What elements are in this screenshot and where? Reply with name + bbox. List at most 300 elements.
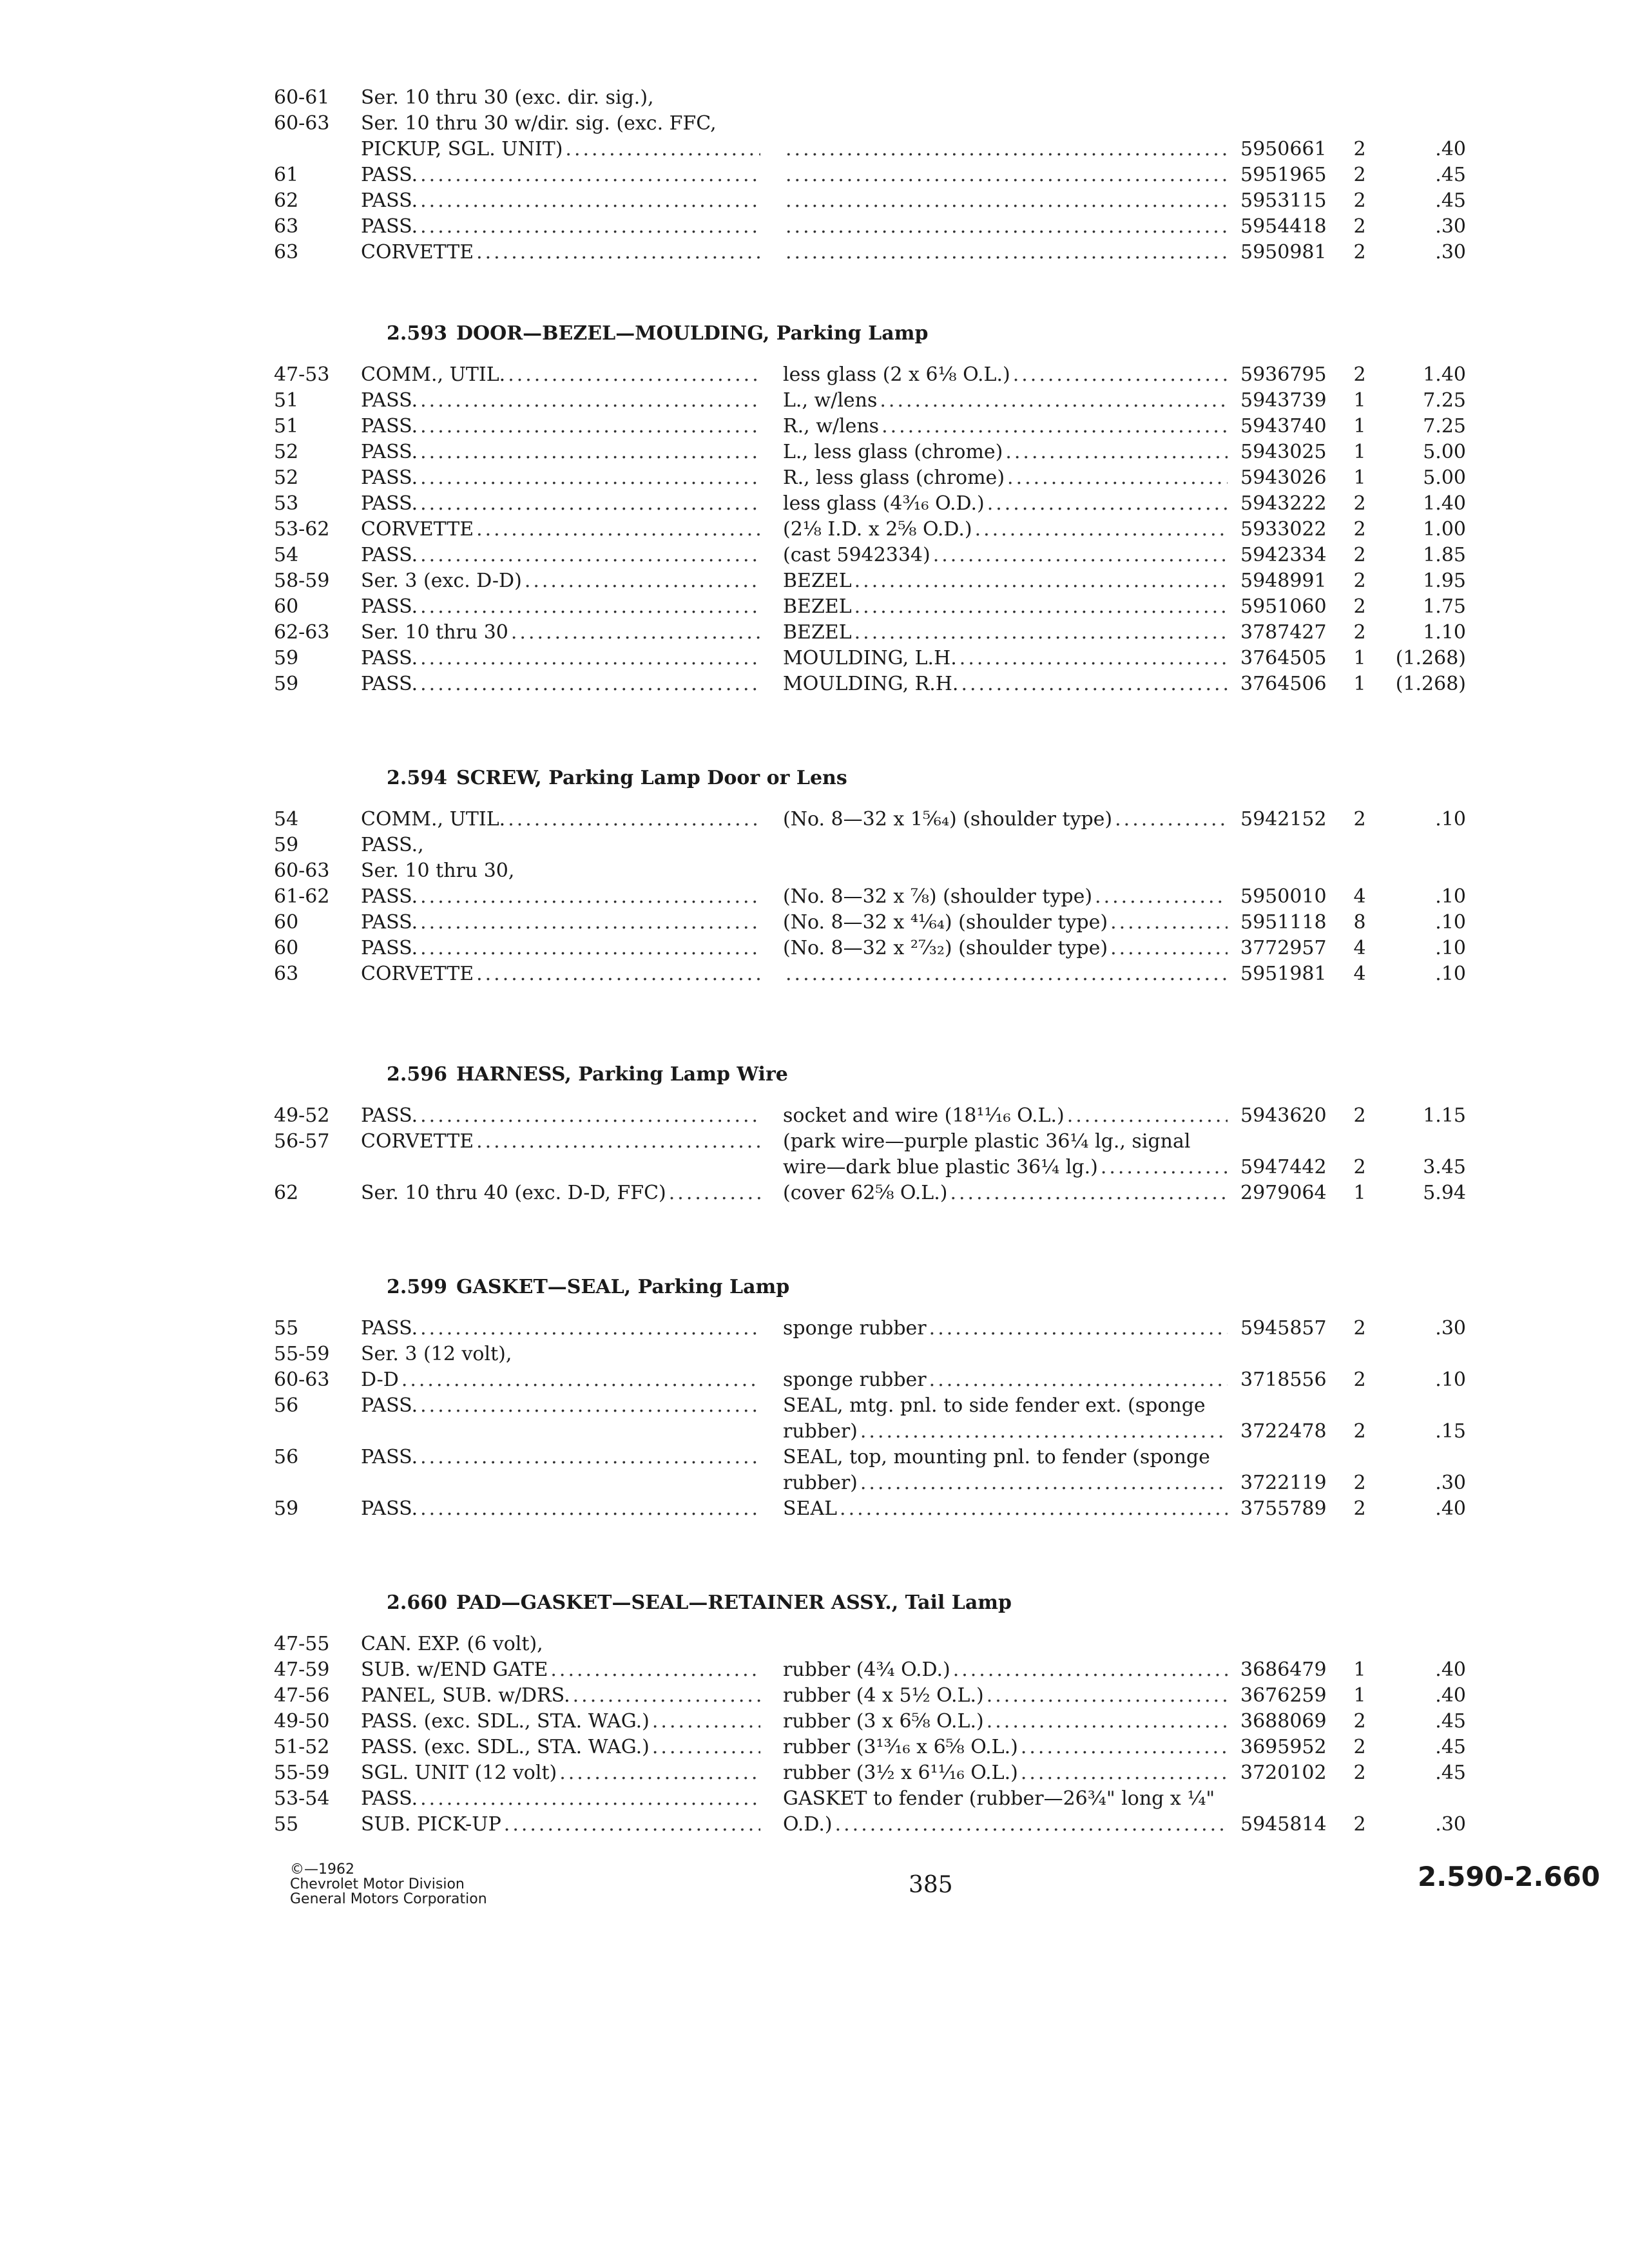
dot-leader: [1110, 936, 1228, 961]
year-range: 54: [274, 808, 299, 831]
table-row: [0, 517, 1629, 543]
model-applic-text: CORVETTE: [361, 1130, 474, 1153]
part-number: 3676259: [1240, 1684, 1327, 1707]
price: .30: [1435, 1813, 1466, 1836]
part-description-text: (No. 8—32 x 1⁵⁄₆₄) (shoulder type): [783, 808, 1113, 831]
model-applic-text: D-D: [361, 1369, 399, 1391]
part-description: [783, 491, 1228, 517]
model-applic-text: PASS.: [361, 911, 418, 934]
price: .40: [1435, 138, 1466, 160]
dot-leader: [959, 646, 1228, 671]
price: 7.25: [1423, 389, 1466, 412]
dot-leader: [420, 646, 760, 671]
price: .45: [1435, 1736, 1466, 1758]
part-description: [783, 162, 1228, 188]
dot-leader: [786, 162, 1228, 188]
table-row: [0, 137, 1629, 162]
model-applic: [361, 961, 760, 987]
part-description: [783, 1367, 1228, 1393]
dot-leader: [559, 1760, 760, 1786]
table-row: [0, 491, 1629, 517]
quantity: 2: [1353, 1420, 1366, 1443]
dot-leader: [508, 362, 760, 388]
dot-leader: [953, 1657, 1228, 1683]
part-description-text: (No. 8—32 x ²⁷⁄₃₂) (shoulder type): [783, 937, 1108, 959]
model-applic: [361, 1103, 760, 1129]
model-applic-text: PASS.: [361, 441, 418, 463]
dot-leader: [929, 1367, 1228, 1393]
model-applic-text: PASS.: [361, 164, 418, 186]
model-applic-text: PASS.,: [361, 834, 424, 856]
part-description: [783, 1786, 1228, 1812]
dot-leader: [961, 671, 1228, 697]
model-applic: [361, 1129, 760, 1155]
model-applic: [361, 832, 760, 858]
part-description-text: (2⅛ I.D. x 2⅝ O.D.): [783, 518, 972, 541]
table-row: [0, 1103, 1629, 1129]
table-row: [0, 961, 1629, 987]
price: .10: [1435, 808, 1466, 831]
dot-leader: [854, 594, 1228, 620]
quantity: 2: [1353, 1369, 1366, 1391]
part-number: 5945814: [1240, 1813, 1327, 1836]
part-description-text: sponge rubber: [783, 1317, 927, 1340]
model-applic-text: PASS.: [361, 215, 418, 238]
model-applic-text: PASS. (exc. SDL., STA. WAG.): [361, 1710, 650, 1733]
model-applic-text: Ser. 10 thru 30 (exc. dir. sig.),: [361, 86, 654, 109]
year-range: 60: [274, 937, 299, 959]
table-row: [0, 1786, 1629, 1812]
model-applic: [361, 620, 760, 646]
division-name: Chevrolet Motor Division: [290, 1876, 465, 1892]
part-number: 5954418: [1240, 215, 1327, 238]
price: 1.40: [1423, 363, 1466, 386]
part-description-text: MOULDING, R.H.: [783, 673, 959, 695]
year-range: 55: [274, 1813, 299, 1836]
model-applic: [361, 188, 760, 214]
part-description-text: less glass (2 x 6⅛ O.L.): [783, 363, 1010, 386]
part-description: [783, 137, 1228, 162]
dot-leader: [840, 1496, 1228, 1522]
model-applic-text: PICKUP, SGL. UNIT): [361, 138, 563, 160]
model-applic: [361, 111, 760, 137]
price: .10: [1435, 937, 1466, 959]
part-description: [783, 671, 1228, 697]
quantity: 2: [1353, 1710, 1366, 1733]
year-range: 60: [274, 911, 299, 934]
part-description: [783, 1129, 1228, 1155]
model-applic-text: SUB. w/END GATE: [361, 1658, 548, 1681]
quantity: 2: [1353, 164, 1366, 186]
part-description: [783, 1760, 1228, 1786]
dot-leader: [854, 568, 1228, 594]
section-title: SCREW, Parking Lamp Door or Lens: [456, 767, 847, 789]
year-range: 63: [274, 241, 299, 264]
part-number: 3755789: [1240, 1497, 1327, 1520]
dot-leader: [860, 1470, 1228, 1496]
price: 7.25: [1423, 415, 1466, 437]
dot-leader: [786, 214, 1228, 240]
year-range: 51-52: [274, 1736, 330, 1758]
price: 1.10: [1423, 621, 1466, 644]
table-row: [0, 414, 1629, 439]
model-applic-text: COMM., UTIL.: [361, 363, 506, 386]
model-applic: [361, 414, 760, 439]
quantity: 1: [1353, 441, 1366, 463]
part-number: 3764505: [1240, 647, 1327, 669]
dot-leader: [420, 1496, 760, 1522]
table-row: [0, 543, 1629, 568]
dot-leader: [669, 1180, 760, 1206]
price: 1.95: [1423, 570, 1466, 592]
model-applic: [361, 858, 760, 884]
price: .45: [1435, 164, 1466, 186]
dot-leader: [476, 1129, 760, 1155]
part-description-text: less glass (4³⁄₁₆ O.D.): [783, 492, 985, 515]
table-row: [0, 362, 1629, 388]
table-row: [0, 1341, 1629, 1367]
section-number: 2.599: [387, 1276, 447, 1298]
part-number: 5951965: [1240, 164, 1327, 186]
part-description: [783, 594, 1228, 620]
part-number: 5942152: [1240, 808, 1327, 831]
quantity: 2: [1353, 1317, 1366, 1340]
model-applic: [361, 807, 760, 832]
quantity: 1: [1353, 415, 1366, 437]
dot-leader: [420, 465, 760, 491]
model-applic: [361, 439, 760, 465]
year-range: 53-62: [274, 518, 330, 541]
part-description-text: BEZEL: [783, 621, 852, 644]
part-description-text: R., w/lens: [783, 415, 880, 437]
dot-leader: [573, 1683, 760, 1709]
model-applic-text: CORVETTE: [361, 241, 474, 264]
part-number: 2979064: [1240, 1182, 1327, 1204]
part-number: 3695952: [1240, 1736, 1327, 1758]
dot-leader: [420, 1103, 760, 1129]
part-description-text: MOULDING, L.H.: [783, 647, 957, 669]
dot-leader: [550, 1657, 760, 1683]
year-range: 47-53: [274, 363, 330, 386]
price: .40: [1435, 1497, 1466, 1520]
part-number: 3688069: [1240, 1710, 1327, 1733]
price: .30: [1435, 1317, 1466, 1340]
part-description: [783, 1155, 1228, 1180]
model-applic-text: Ser. 10 thru 30: [361, 621, 508, 644]
section-heading: [387, 1063, 788, 1086]
dot-leader: [933, 543, 1228, 568]
dot-leader: [508, 807, 760, 832]
part-description: [783, 1445, 1228, 1470]
model-applic-text: PASS. (exc. SDL., STA. WAG.): [361, 1736, 650, 1758]
dot-leader: [786, 137, 1228, 162]
quantity: 8: [1353, 911, 1366, 934]
part-number: 3722119: [1240, 1472, 1327, 1494]
model-applic-text: PASS.: [361, 492, 418, 515]
part-description-text: SEAL, top, mounting pnl. to fender (sponge: [783, 1446, 1210, 1468]
part-description: [783, 188, 1228, 214]
dot-leader: [987, 1683, 1228, 1709]
section-heading: [387, 767, 847, 789]
section-number: 2.593: [387, 322, 447, 345]
model-applic-text: Ser. 10 thru 30 w/dir. sig. (exc. FFC,: [361, 112, 717, 135]
part-number: 5943026: [1240, 466, 1327, 489]
model-applic: [361, 1180, 760, 1206]
part-description: [783, 465, 1228, 491]
part-description: [783, 884, 1228, 910]
part-description-text: (cover 62⅝ O.L.): [783, 1182, 948, 1204]
table-row: [0, 858, 1629, 884]
dot-leader: [1013, 362, 1228, 388]
model-applic: [361, 1683, 760, 1709]
model-applic-text: Ser. 10 thru 30,: [361, 860, 515, 882]
quantity: 2: [1353, 518, 1366, 541]
model-applic-text: CORVETTE: [361, 963, 474, 985]
part-description: [783, 568, 1228, 594]
quantity: 4: [1353, 937, 1366, 959]
quantity: 2: [1353, 1762, 1366, 1784]
section-heading: [387, 1276, 789, 1298]
dot-leader: [786, 188, 1228, 214]
dot-leader: [1021, 1735, 1228, 1760]
dot-leader: [525, 568, 760, 594]
year-range: 60-61: [274, 86, 330, 109]
model-applic-text: Ser. 3 (12 volt),: [361, 1343, 512, 1365]
part-number: 3686479: [1240, 1658, 1327, 1681]
dot-leader: [1110, 910, 1228, 936]
part-number: 5951981: [1240, 963, 1327, 985]
model-applic: [361, 568, 760, 594]
table-row: [0, 1470, 1629, 1496]
part-description: [783, 936, 1228, 961]
quantity: 2: [1353, 1156, 1366, 1178]
model-applic-text: PASS.: [361, 595, 418, 618]
table-row: [0, 1393, 1629, 1419]
model-applic-text: PASS.: [361, 1104, 418, 1127]
dot-leader: [987, 1709, 1228, 1735]
dot-leader: [786, 961, 1228, 987]
dot-leader: [420, 594, 760, 620]
model-applic-text: PASS.: [361, 1497, 418, 1520]
part-description: [783, 620, 1228, 646]
year-range: 47-55: [274, 1633, 330, 1655]
dot-leader: [420, 1786, 760, 1812]
table-row: [0, 620, 1629, 646]
dot-leader: [1007, 465, 1228, 491]
price: 3.45: [1423, 1156, 1466, 1178]
quantity: 2: [1353, 1813, 1366, 1836]
part-description: [783, 517, 1228, 543]
dot-leader: [929, 1316, 1228, 1341]
quantity: 1: [1353, 673, 1366, 695]
section-title: DOOR—BEZEL—MOULDING, Parking Lamp: [456, 322, 929, 345]
model-applic-text: PASS.: [361, 1787, 418, 1810]
year-range: 53-54: [274, 1787, 330, 1810]
part-description: [783, 807, 1228, 832]
year-range: 47-59: [274, 1658, 330, 1681]
model-applic: [361, 1631, 760, 1657]
table-row: [0, 1709, 1629, 1735]
year-range: 55-59: [274, 1762, 330, 1784]
dot-leader: [1101, 1155, 1228, 1180]
model-applic: [361, 1760, 760, 1786]
table-row: [0, 388, 1629, 414]
part-number: 5943740: [1240, 415, 1327, 437]
model-applic: [361, 1316, 760, 1341]
model-applic-text: PASS.: [361, 544, 418, 566]
part-description-text: (No. 8—32 x ⅞) (shoulder type): [783, 885, 1093, 908]
table-row: [0, 884, 1629, 910]
corporation-name: General Motors Corporation: [290, 1891, 487, 1907]
model-applic: [361, 1735, 760, 1760]
dot-leader: [420, 388, 760, 414]
model-applic-text: Ser. 3 (exc. D-D): [361, 570, 522, 592]
part-number: 5936795: [1240, 363, 1327, 386]
table-row: [0, 214, 1629, 240]
part-description: [783, 214, 1228, 240]
year-range: 51: [274, 415, 299, 437]
quantity: 2: [1353, 595, 1366, 618]
model-applic: [361, 85, 760, 111]
dot-leader: [950, 1180, 1228, 1206]
model-applic-text: COMM., UTIL.: [361, 808, 506, 831]
year-range: 56-57: [274, 1130, 330, 1153]
quantity: 2: [1353, 1104, 1366, 1127]
table-row: [0, 1657, 1629, 1683]
dot-leader: [504, 1812, 760, 1838]
part-number: 3772957: [1240, 937, 1327, 959]
price: (1.268): [1395, 673, 1466, 695]
quantity: 2: [1353, 1472, 1366, 1494]
part-description: [783, 646, 1228, 671]
table-row: [0, 85, 1629, 111]
quantity: 1: [1353, 647, 1366, 669]
model-applic: [361, 1445, 760, 1470]
model-applic: [361, 214, 760, 240]
model-applic: [361, 162, 760, 188]
model-applic: [361, 1812, 760, 1838]
dot-leader: [420, 1445, 760, 1470]
year-range: 52: [274, 441, 299, 463]
price: 1.00: [1423, 518, 1466, 541]
page-number: 385: [909, 1872, 953, 1898]
model-applic: [361, 1786, 760, 1812]
part-description: [783, 1316, 1228, 1341]
dot-leader: [1021, 1760, 1228, 1786]
part-number: 5943025: [1240, 441, 1327, 463]
table-row: [0, 594, 1629, 620]
part-description-text: rubber (3½ x 6¹¹⁄₁₆ O.L.): [783, 1762, 1018, 1784]
year-range: 47-56: [274, 1684, 330, 1707]
table-row: [0, 162, 1629, 188]
part-number: 5943222: [1240, 492, 1327, 515]
part-description-text: rubber (4¾ O.D.): [783, 1658, 950, 1681]
part-number: 5950010: [1240, 885, 1327, 908]
model-applic-text: PASS.: [361, 389, 418, 412]
dot-leader: [420, 414, 760, 439]
quantity: 2: [1353, 570, 1366, 592]
year-range: 59: [274, 1497, 299, 1520]
quantity: 2: [1353, 1736, 1366, 1758]
table-row: [0, 1760, 1629, 1786]
table-row: [0, 1683, 1629, 1709]
part-description: [783, 543, 1228, 568]
year-range: 60-63: [274, 112, 330, 135]
dot-leader: [652, 1709, 760, 1735]
table-row: [0, 1496, 1629, 1522]
quantity: 2: [1353, 808, 1366, 831]
quantity: 1: [1353, 389, 1366, 412]
part-description: [783, 1735, 1228, 1760]
model-applic: [361, 671, 760, 697]
part-description-text: rubber (3¹³⁄₁₆ x 6⅝ O.L.): [783, 1736, 1018, 1758]
part-number: 5942334: [1240, 544, 1327, 566]
model-applic-text: SGL. UNIT (12 volt): [361, 1762, 557, 1784]
price: (1.268): [1395, 647, 1466, 669]
price: .45: [1435, 1710, 1466, 1733]
dot-leader: [420, 910, 760, 936]
part-number: 5945857: [1240, 1317, 1327, 1340]
price: 5.00: [1423, 441, 1466, 463]
part-description-text: R., less glass (chrome): [783, 466, 1005, 489]
table-row: [0, 936, 1629, 961]
price: 1.85: [1423, 544, 1466, 566]
part-number: 5950981: [1240, 241, 1327, 264]
price: .45: [1435, 189, 1466, 212]
part-description: [783, 1470, 1228, 1496]
part-description-text: rubber (4 x 5½ O.L.): [783, 1684, 984, 1707]
part-description-text: socket and wire (18¹¹⁄₁₆ O.L.): [783, 1104, 1065, 1127]
dot-leader: [1005, 439, 1228, 465]
year-range: 51: [274, 389, 299, 412]
year-range: 49-50: [274, 1710, 330, 1733]
part-number: 5933022: [1240, 518, 1327, 541]
part-description: [783, 1812, 1228, 1838]
model-applic: [361, 1393, 760, 1419]
model-applic-text: PASS.: [361, 466, 418, 489]
table-row: [0, 1812, 1629, 1838]
dot-leader: [786, 240, 1228, 265]
table-row: [0, 188, 1629, 214]
price: .45: [1435, 1762, 1466, 1784]
price: 5.00: [1423, 466, 1466, 489]
part-description-text: L., w/lens: [783, 389, 878, 412]
part-description-text: O.D.): [783, 1813, 833, 1836]
dot-leader: [420, 1316, 760, 1341]
part-description: [783, 1419, 1228, 1445]
model-applic-text: PASS.: [361, 1317, 418, 1340]
year-range: 62: [274, 1182, 299, 1204]
section-number: 2.596: [387, 1063, 447, 1086]
part-number: 5948991: [1240, 570, 1327, 592]
dot-leader: [860, 1419, 1228, 1445]
part-description: [783, 1393, 1228, 1419]
price: .30: [1435, 241, 1466, 264]
part-number: 3787427: [1240, 621, 1327, 644]
part-description-text: sponge rubber: [783, 1369, 927, 1391]
part-description: [783, 1683, 1228, 1709]
table-row: [0, 1129, 1629, 1155]
quantity: 4: [1353, 963, 1366, 985]
model-applic: [361, 240, 760, 265]
dot-leader: [401, 1367, 760, 1393]
table-row: [0, 1735, 1629, 1760]
year-range: 59: [274, 647, 299, 669]
table-row: [0, 1316, 1629, 1341]
dot-leader: [1067, 1103, 1228, 1129]
part-number: 5953115: [1240, 189, 1327, 212]
quantity: 2: [1353, 492, 1366, 515]
